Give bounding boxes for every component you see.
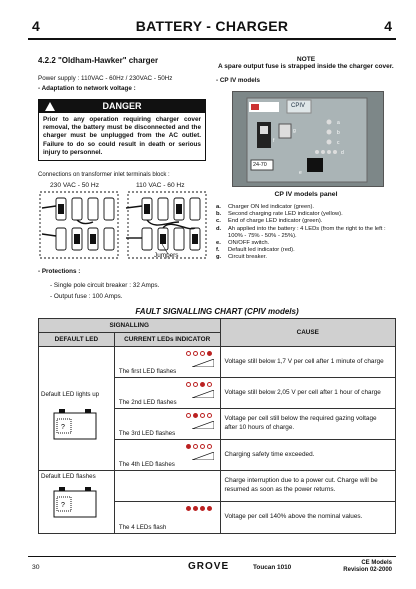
svg-text:f: f: [273, 138, 275, 144]
legend-item: [216, 240, 396, 247]
page-footer: [28, 556, 396, 580]
chapter-number-right: 4: [384, 18, 392, 34]
led-icon: [200, 506, 205, 511]
cause-cell: Charge interruption due to a power cut. Charge will be resumed as soon as the power returns.: [220, 471, 395, 502]
default-flashes-cell: [39, 471, 115, 534]
led-icon: [186, 444, 191, 449]
charge-ramp-icon: [192, 359, 214, 367]
protection-item: - Single pole circuit breaker : 32 Amps.: [50, 282, 160, 290]
cp-iv-panel-photo: [232, 91, 384, 187]
current-leds-header: CURRENT LEDs INDICATOR: [114, 333, 220, 347]
led-icon: [186, 413, 191, 418]
led-row: [186, 444, 212, 449]
legend-key: f.: [216, 247, 220, 254]
model-name: Toucan 1010: [253, 564, 292, 571]
svg-text:c: c: [337, 140, 340, 146]
footer-rule: [28, 556, 396, 557]
led-indicator-cell: [114, 378, 220, 409]
led-icon: [207, 382, 212, 387]
svg-text:d: d: [341, 150, 344, 156]
legend-key: g.: [216, 254, 222, 261]
header-rule: [28, 38, 396, 40]
brand-logo: GROVE: [188, 561, 230, 572]
page-number: 30: [32, 564, 40, 571]
page-title: BATTERY - CHARGER: [135, 18, 289, 34]
led-icon: [193, 506, 198, 511]
led-icon: [193, 382, 198, 387]
signalling-header: SIGNALLING: [39, 319, 221, 333]
legend-text: Circuit breaker.: [228, 254, 267, 261]
svg-text:e: e: [299, 170, 302, 176]
legend-item: [216, 226, 396, 240]
jumpers-label: Jumpers: [154, 252, 179, 260]
led-indicator-cell: [114, 471, 220, 502]
led-description: The 3rd LED flashes: [118, 430, 176, 437]
note-text: A spare output fuse is strapped inside the charger cover.: [218, 63, 394, 70]
led-row: [186, 351, 212, 356]
note-title: NOTE: [296, 56, 316, 63]
svg-text:a: a: [337, 120, 340, 126]
legend-item: [216, 254, 396, 261]
adaptation-text: - Adaptation to network voltage :: [38, 85, 136, 92]
legend-text: Ah applied into the battery : 4 LEDs (from the right to the left : 100% - 75% - 50% - 25%).: [228, 225, 386, 239]
legend-item: [216, 247, 396, 254]
right-column: [216, 56, 396, 262]
cause-cell: Voltage per cell still below the required gazing voltage after 10 hours of charge.: [220, 409, 395, 440]
led-icon: [193, 351, 198, 356]
panel-legend: [216, 204, 396, 262]
led-icon: [200, 413, 205, 418]
led-indicator-cell: [114, 347, 220, 378]
cause-cell: Voltage still below 1,7 V per cell after 1 minute of charge: [220, 347, 395, 378]
svg-text:b: b: [337, 130, 340, 136]
danger-header: [39, 100, 205, 113]
legend-key: b.: [216, 211, 222, 218]
battery-icon: [53, 407, 109, 443]
legend-text: Charger ON led indicator (green).: [228, 204, 315, 210]
led-icon: [186, 382, 191, 387]
led-row: [186, 506, 212, 511]
danger-box: [38, 99, 206, 161]
legend-text: Second charging rate LED indicator (yellow).: [228, 211, 343, 218]
panel-number: 24-70: [253, 162, 267, 168]
legend-key: d.: [216, 225, 222, 232]
legend-key: a.: [216, 204, 221, 210]
legend-item: [216, 204, 396, 211]
chapter-number-left: 4: [32, 18, 40, 34]
legend-item: [216, 211, 396, 218]
cp-models-title: - CP IV models: [216, 77, 260, 84]
fault-chart-title: FAULT SIGNALLING CHART (CPIV models): [135, 307, 299, 316]
led-description: The first LED flashes: [118, 368, 177, 375]
default-lights-up-cell: [39, 347, 115, 471]
cause-cell: Charging safety time exceeded.: [220, 440, 395, 471]
led-icon: [207, 506, 212, 511]
led-indicator-cell: [114, 409, 220, 440]
led-indicator-cell: [114, 502, 220, 534]
led-icon: [186, 506, 191, 511]
footer-revision-block: [343, 560, 392, 574]
panel-caption: CP IV models panel: [274, 191, 338, 198]
legend-text: End of charge LED indicator (green).: [228, 218, 323, 225]
legend-key: e.: [216, 240, 221, 247]
ce-models-label: CE Models: [361, 560, 392, 566]
label-110v: 110 VAC - 60 Hz: [136, 182, 185, 190]
led-icon: [207, 444, 212, 449]
panel-model-label: CPIV: [291, 103, 306, 109]
section-title: 4.2.2 "Oldham-Hawker" charger: [38, 56, 159, 65]
terminal-block-drawing: [38, 182, 210, 266]
charge-ramp-icon: [192, 421, 214, 429]
default-flashes-label: Default LED flashes: [41, 473, 96, 480]
fault-signalling-table: [38, 318, 396, 534]
label-230v: 230 VAC - 50 Hz: [50, 182, 99, 190]
led-icon: [200, 444, 205, 449]
battery-icon: [53, 485, 109, 521]
default-led-header: DEFAULT LED: [39, 333, 115, 347]
legend-text: Default led indicator (red).: [228, 247, 295, 254]
charge-ramp-icon: [192, 452, 214, 460]
led-icon: [207, 413, 212, 418]
warning-icon: [45, 102, 55, 111]
led-description: The 2nd LED flashes: [118, 399, 177, 406]
legend-item: [216, 218, 396, 225]
svg-text:?: ?: [61, 424, 65, 431]
charge-ramp-icon: [192, 390, 214, 398]
protection-item: - Output fuse : 100 Amps.: [50, 293, 123, 301]
svg-text:g: g: [293, 128, 296, 134]
legend-text: ON/OFF switch.: [228, 240, 270, 247]
led-icon: [200, 351, 205, 356]
danger-text: Prior to any operation requiring charger cover removal, the battery must be disconnected and the charger must be unplugged from the AC outlet. Failure to do so could result in death or serious injury to personnel.: [43, 116, 201, 156]
led-icon: [186, 351, 191, 356]
cause-cell: Voltage per cell 140% above the nominal values.: [220, 502, 395, 534]
default-lights-up-label: Default LED lights up: [41, 391, 100, 398]
svg-text:?: ?: [61, 502, 65, 509]
led-icon: [193, 413, 198, 418]
power-supply-text: Power supply : 110VAC - 60Hz / 230VAC - 50Hz: [38, 75, 173, 82]
connections-text: Connections on transformer inlet terminals block :: [38, 172, 170, 179]
page-header: [28, 16, 396, 40]
terminal-diagram: [38, 182, 210, 266]
cause-header: CAUSE: [220, 319, 395, 347]
danger-title: DANGER: [102, 101, 142, 111]
left-column: [38, 56, 206, 300]
protections-title: - Protections :: [38, 268, 81, 276]
led-row: [186, 382, 212, 387]
led-row: [186, 413, 212, 418]
led-description: The 4th LED flashes: [118, 461, 175, 468]
cause-cell: Voltage still below 2,05 V per cell after 1 hour of charge: [220, 378, 395, 409]
led-indicator-cell: [114, 440, 220, 471]
revision-label: Revision 02-2000: [343, 567, 392, 573]
led-icon: [207, 351, 212, 356]
led-icon: [193, 444, 198, 449]
legend-key: c.: [216, 218, 221, 225]
led-description: The 4 LEDs flash: [118, 524, 167, 531]
panel-drawing: [233, 92, 385, 188]
protections-list: [38, 282, 206, 300]
led-icon: [200, 382, 205, 387]
